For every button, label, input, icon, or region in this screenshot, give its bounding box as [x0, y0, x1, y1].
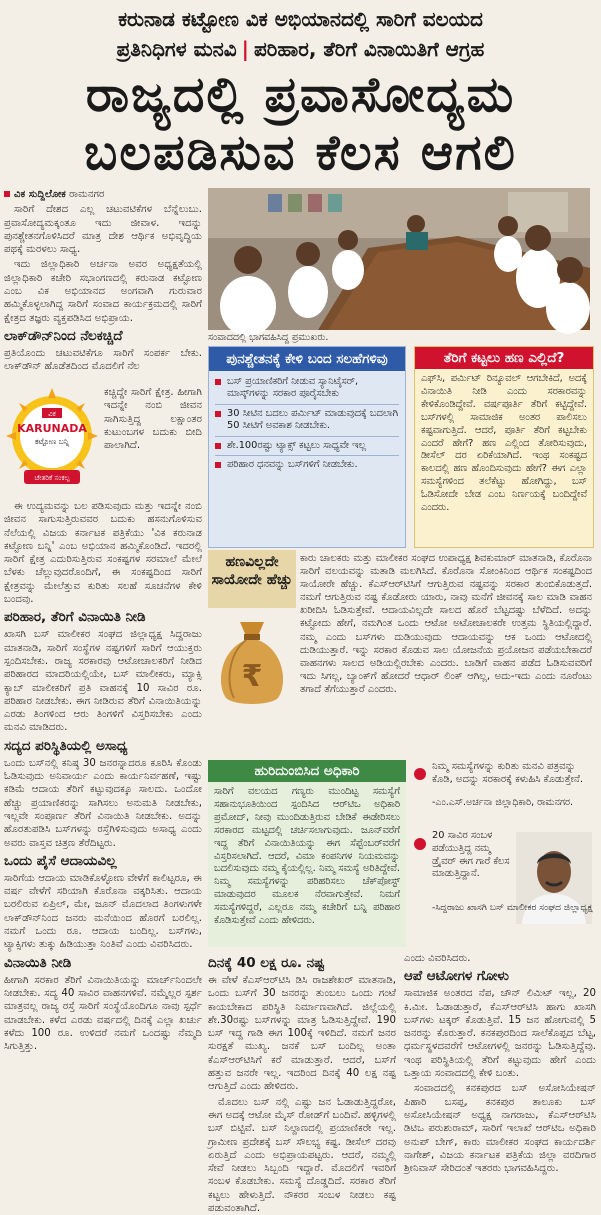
rupee-symbol: ₹: [241, 659, 263, 694]
auto-paragraph-2: ಸಂವಾದದಲ್ಲಿ ಕನಕಪುರದ ಬಸ್ ಅಸೋಸಿಯೇಷನ್ ಪಿಹಾರಿ ಬಸಪ್ಪ, ಕನಕಪುರ ತಾಲೂಕು ಬಸ್ ಅಸೋಸಿಯೇಷನ್ ಅಧ್ಯಕ್ಷ ನಾಗರಾಜು, ಕೆಎಸ್‌ಆರ್‌ಟಿಸಿ ಡಿಟಿಒ ಪರುಶುರಾಮ್, ಸಾರಿಗೆ ಇಲಾಖೆ ಆರ್‌ಟಿಒ ಅಧಿಕಾರಿ ಅನುಪ್ ಬೇಗ್, ಕಾರು ಮಾಲೀಕರ ಸಂಘದ ಕಾರ್ಯದರ್ಶಿ ನಾಗೇಶ್, ವಿಜಯ ಕರ್ನಾಟಕ ಪತ್ರಿಕೆಯ ಜಿಲ್ಲಾ ವರದಿಗಾರ ಶ್ರೀನಿವಾಸ್ ಸೇರಿದಂತೆ ಇತರರು ಭಾಗವಹಿಸಿದ್ದರು.: [404, 1083, 596, 1175]
present-paragraph-1: ಒಂದು ಬಸ್‌ನಲ್ಲಿ ಕನಿಷ್ಠ 30 ಜನರನ್ನಾದರೂ ಕೂರಿಸಿ ಕೊಂಡು ಓಡಿಸುವುದು ಅನಿವಾರ್ಯ ಎಂದು ಕಾರ್ಯನಿರ್ವಹಣೆ, ಇಷ್ಟು ಕಡಿಮೆ ಆದಾಯ ತೆರಿಗೆ ಕಟ್ಟುವುದಕ್ಕೂ ಸಾಲದು. ಒಂದೋ ಹೆಚ್ಚು ಪ್ರಯಾಣಿಕರನ್ನು ಸಾಗಿಸಲು ಅನುಮತಿ ನೀಡಬೇಕು, ಇಲ್ಲವೇ ಸಂಪೂರ್ಣ ತೆರಿಗೆ ವಿನಾಯಿತಿ ನೀಡಬೇಕು. ಅದನ್ನು ಹೊರತುಪಡಿಸಿ ಬಸ್‌ಗಳನ್ನು ರಸ್ತೆಗಿಳಿಸುವುದು ಅಸಾಧ್ಯ ಎಂದು ಅವರು ವಾಸ್ತವ ಚಿತ್ರಣ ತೆರೆದಿಟ್ಟರು.: [4, 757, 202, 849]
loss-paragraph-2: ಮೊದಲು ಬಸ್ ನಲ್ಲಿ ಎಷ್ಟು ಜನ ಓಡಾಡುತ್ತಿದ್ದರೋ, ಈಗ ಅದಕ್ಕೆ ಆಟೋ ಮೈಸ್ ರೋಡ್‌ಗೆ ಬಂದಿವೆ. ಹಳ್ಳಿಗಳಲ್ಲಿ ಬಸ್‌ ಬಿಟ್ಟಿವೆ. ಬಸ್‌ ನಿಲ್ದಾಣದಲ್ಲಿ ಪ್ರಯಾಣಿಕರೇ ಇಲ್ಲ. ಗ್ರಾಮೀಣ ಪ್ರದೇಶಕ್ಕೆ ಬಸ್ ಸೌಲಭ್ಯ ಕಷ್ಟ. ಡೀಸೆಲ್ ದರವು ಏರುತ್ತಿದೆ ಎಂದು ಅಭಿಪ್ರಾಯಪಟ್ಟರು. ಆದರೆ, ನಮ್ಮಲ್ಲಿ ಸೇವೆ ನೀಡಲು ಸಿಬ್ಬಂದಿ ಇದ್ದಾರೆ. ಮೊದಲಿಗೆ ಇವರಿಗೆ ಸಂಬಳ ಕೊಡಬೇಕು. ಸಮಸ್ಯೆ ದೊಡ್ಡದಿದೆ. ಸರಕಾರ ತೆರಿಗೆ ಕಟ್ಟಲು ಹೇಳುತ್ತಿದೆ. ನೌಕರರ ಸಂಬಳ ನೀಡಲು ಕಷ್ಟ ಪಡುವಂತಾಗಿದೆ.: [208, 1096, 396, 1215]
list-item: ಶೇ.100ರಷ್ಟು ಟ್ಯಾಕ್ಸ್ ಕಟ್ಟಲು ಸಾಧ್ಯವೇ ಇಲ್ಲ: [215, 437, 399, 456]
byline: [4, 188, 202, 201]
lockdown-paragraph-1a: ಪ್ರತಿಯೊಂದು ಚಟುವಟಿಕೆಗೂ ಸಾರಿಗೆ ಸಂಪರ್ಕ ಬೇಕು. ಲಾಕ್‌ಡೌನ್ ಹೊಡೆತದಿಂದ ಮೊದಲಿಗೆ ನೆಲ: [4, 347, 202, 373]
left-column-bottom: [4, 500, 202, 1200]
lockdown-heading: ಲಾಕ್‌ಡೌನ್‌ನಿಂದ ನೆಲಕಚ್ಚಿದೆ: [4, 327, 123, 344]
photo-caption: ಸಂವಾದದಲ್ಲಿ ಭಾಗವಹಿಸಿದ್ದ ಪ್ರಮುಖರು.: [208, 332, 329, 343]
exempt-paragraph-1: ಹೀಗಾಗಿ ಸರಕಾರ ತೆರಿಗೆ ವಿನಾಯಿತಿಯನ್ನು ಮಾರ್ಚ್‌ನಿಂದಲೇ ನೀಡಬೇಕು. ಸದ್ಯ 40 ಸಾವಿರ ವಾಹನಗಳಿವೆ. ನಮ್ಮೆಲ್ಲರ ಸ್ಪರ್ಶ ಮಾತ್ರವಲ್ಲ ರಾಜ್ಯ ರಸ್ತೆ ಸಾರಿಗೆ ಸಂಸ್ಥೆಯೊಂದಿಗೂ ನಾವು ಸ್ಪರ್ಧೆ ಮಾಡಬೇಕು. ಕಳೆದ ಎರಡು ವರ್ಷದಲ್ಲಿ ದಿನಕ್ಕೆ ಎಲ್ಲಾ ಖರ್ಚು ಕಳೆದು 100 ರೂ. ಉಳಿದರೆ ನಮಗೆ ಒಂದಷ್ಟು ನೆಮ್ಮದಿ ಸಿಗುತ್ತಿತ್ತು.: [4, 974, 202, 1053]
money-bag-icon: [212, 614, 292, 706]
dc-quote-attribution: -ಎಂ.ಎಸ್.ಅರ್ಚನಾ ಜಿಲ್ಲಾಧಿಕಾರಿ, ರಾಮನಗರ.: [432, 797, 574, 808]
loss-paragraph-1: ಈ ವೇಳೆ ಕೆಎಸ್‌ಆರ್‌ಟಿಸಿ ಡಿಸಿ ರಾಜಶೇಖರ್ ಮಾತನಾಡಿ, ಒಂದು ಬಸ್‌ಗೆ 30 ಜನರನ್ನು ತುಂಬಲು ಒಂದು ಗಂಟೆ ಕಾಯಬೇಕಾದ ಪರಿಸ್ಥಿತಿ ನಿರ್ಮಾಣವಾಗಿದೆ. ಜಿಲ್ಲೆಯಲ್ಲಿ ಶೇ.30ರಷ್ಟು ಬಸ್‌ಗಳನ್ನು ಮಾತ್ರ ಓಡಿಸುತ್ತಿದ್ದೇವೆ. 190 ಬಸ್ ಇದ್ದ ಗಾಡಿ ಈಗ 100ಕ್ಕೆ ಇಳಿದಿದೆ. ನಮಗೆ ಜನರ ಸುರಕ್ಷತೆ ಮುಖ್ಯ. ಜನಕೆ ಬಸ್ ಬಂದಿಲ್ಲ ಅಂತಾ ಕೆಎಸ್‌ಆರ್‌ಟಿಸಿಗೆ ಕರೆ ಮಾಡುತ್ತಾರೆ. ಆದರೆ, ಬಸ್‌ಗೆ ಹತ್ತುವ ಜನರೇ ಇಲ್ಲ. ಇದರಿಂದ ದಿನಕ್ಕೆ 40 ಲಕ್ಷ ನಷ್ಟ ಆಗುತ್ತಿದೆ ಎಂದು ಹೇಳಿದರು.: [208, 975, 396, 1093]
logo-brand-text: KARUNADA: [17, 422, 87, 435]
middle-column-bottom: [208, 952, 396, 1215]
left-column-top: [4, 188, 202, 386]
encouraging-officer-text: ಸಾರಿಗೆ ವಲಯದ ಗಣ್ಯರು ಮುಂದಿಟ್ಟ ಸಮಸ್ಯೆಗೆ ಸಹಾನುಭೂತಿಯಿಂದ ಸ್ಪಂದಿಸಿದ ಆರ್‌ಟಿಒ ಅಧಿಕಾರಿ ಪ್ರಮೋದ್, ನೀವು ಮುಂದಿಡುತ್ತಿರುವ ಬೇಡಿಕೆ ಈಡೇರಿಸಲು ಸರಕಾರದ ಮಟ್ಟದಲ್ಲಿ ಚರ್ಚಿಸಲಾಗುವುದು. ಜೂನ್‌ವರೆಗೆ ಇದ್ದ ತೆರಿಗೆ ವಿನಾಯಿತಿಯನ್ನು ಈಗ ಸೆಪ್ಟೆಂಬರ್‌ವರೆಗೆ ವಿಸ್ತರಿಸಲಾಗಿದೆ. ಆದರೆ, ವಿಮಾ ಕಂಪನಿಗಳ ನಿಯಮವನ್ನು ಬದಲಿಸುವುದು ನಮ್ಮ ಕೈಯಲ್ಲಿಲ್ಲ. ನಿಮ್ಮ ಸಮಸ್ಯೆ ಅರಿತಿದ್ದೇವೆ. ನಿಮ್ಮ ಸಮಸ್ಯೆಗಳನ್ನು ಪರಿಹರಿಸಲು ಚೆಕ್‌ಪೋಸ್ಟ್ ಮಾಡುವುದರ ಮೂಲಕ ನೆರವಾಗುತ್ತೇವೆ. ನಿಮಗೆ ಸಮಸ್ಯೆಗಳಿದ್ದರೆ, ಎಲ್ಲರೂ ನಮ್ಮ ಕಚೇರಿಗೆ ಬನ್ನಿ ಪರಿಹಾರ ಕೊಡಿಸುತ್ತೇವೆ ಎಂದು ಹೇಳಿದರು.: [208, 782, 406, 947]
bus-owner-quote: [414, 830, 594, 950]
list-item: 30 ಸೀಟಿನ ಬದಲು ಪರ್ಮಿಟ್ ಮಾಡುವುದಕ್ಕೆ ಬದಲಾಗಿ 50 ಸೀಟಿಗೆ ಅವಕಾಶ ನೀಡಬೇಕು.: [215, 405, 399, 437]
headline-line-2: ಬಲಪಡಿಸುವ ಕೆಲಸ ಆಗಲಿ: [84, 124, 517, 181]
kicker-line-2a: ಪ್ರತಿನಿಧಿಗಳ ಮನವಿ: [116, 37, 237, 61]
meeting-photo: [208, 188, 590, 330]
auto-heading: ಆಪೆ ಆಟೋಗಳ ಗೋಳು: [404, 968, 509, 985]
quote-bullet-icon: [414, 838, 426, 850]
lockdown-paragraph-1b: ಕಚ್ಚಿದ್ದೇ ಸಾರಿಗೆ ಕ್ಷೇತ್ರ. ಹೀಗಾಗಿ ಇದನ್ನೇ ನಂಬಿ ಜೀವನ ಸಾಗಿಸುತ್ತಿದ್ದ ಲಕ್ಷಾಂತರ ಕುಟುಂಬಗಳ ಬದುಕು ಬೀದಿ ಪಾಲಾಗಿದೆ.: [104, 387, 202, 452]
tax-money-box-title: ತೆರಿಗೆ ಕಟ್ಟಲು ಹಣ ಎಲ್ಲಿದೆ?: [415, 347, 593, 369]
kicker-line-2b: ಪರಿಹಾರ, ತೆರಿಗೆ ವಿನಾಯಿತಿಗೆ ಆಗ್ರಹ: [253, 37, 485, 61]
left-column-beside-logo: [104, 386, 202, 498]
encouraging-officer-title: ಹುರಿದುಂಬಿಸಿದ ಅಧಿಕಾರಿ: [208, 760, 406, 782]
noincome-heading: ಒಂದು ಪೈಸೆ ಆದಾಯವಿಲ್ಲ: [4, 852, 117, 869]
dc-quote-text: ನಿಮ್ಮ ಸಮಸ್ಯೆಗಳನ್ನು ಕುರಿತು ಮನವಿ ಪತ್ರವನ್ನು ಕೊಡಿ, ಅದನ್ನು ಸರಕಾರಕ್ಕೆ ಕಳುಹಿಸಿ ಕೊಡುತ್ತೇನೆ.: [432, 761, 584, 785]
bus-owner-quote-attribution: -ಸಿದ್ದರಾಜು ಖಾಸಗಿ ಬಸ್ ಮಾಲೀಕರ ಸಂಘದ ಜಿಲ್ಲಾಧ್ಯಕ್ಷ: [432, 902, 593, 913]
suggestions-box-title: ಪುನಶ್ಚೇತನಕ್ಕೆ ಕೇಳಿ ಬಂದ ಸಲಹೆಗಳಿವು: [209, 347, 405, 371]
loss-heading: ದಿನಕ್ಕೆ 40 ಲಕ್ಷ ರೂ. ನಷ್ಟ: [208, 955, 325, 971]
list-item: ಪರಿಹಾರ ಧನವನ್ನು ಬಸ್‌ಗಳಿಗೆ ನೀಡಬೇಕು.: [215, 456, 399, 474]
headline-line-1: ರಾಜ್ಯದಲ್ಲಿ ಪ್ರವಾಸೋದ್ಯಮ: [85, 66, 516, 123]
lockdown-paragraph-2: ಈ ಉದ್ಯಮವನ್ನು ಬಲ ಪಡಿಸುವುದು ಮತ್ತು ಇದನ್ನೇ ನಂಬಿ ಜೀವನ ಸಾಗುಸುತ್ತಿರುವವರ ಬದುಕು ಹಸನುಗೊಳಿಸುವ ನೆಲೆಯಲ್ಲಿ ವಿಜಯ ಕರ್ನಾಟಕ ಪತ್ರಿಕೆಯು 'ವಿಕ ಕರುನಾಡ ಕಟ್ಟೋಣ ಬನ್ನಿ' ಎಂಬ ಅಭಿಯಾನ ಹಮ್ಮಿಕೊಂಡಿದೆ. ಇದರಲ್ಲಿ ಸಾರಿಗೆ ಕ್ಷೇತ್ರ ಎದುರಿಸುತ್ತಿರುವ ಸಂಕಷ್ಟಗಳ ಸರಮಾಲೆ ಮೇಲೆ ಬೆಳಕು ಚೆಲ್ಲುವುದರೊಂದಿಗೆ, ಈ ಸಂಕಷ್ಟದಿಂದ ಸಾರಿಗೆ ಕ್ಷೇತ್ರವನ್ನು ಮೇಲೆತ್ತುವ ಕುರಿತು ಸಲಹೆ ಸೂಚನೆಗಳ ಕೇಳಿ ಬಂದವು.: [4, 501, 202, 606]
kicker-line-1: ಕರುನಾಡ ಕಟ್ಟೋಣ ವಿಕ ಅಭಿಯಾನದಲ್ಲಿ ಸಾರಿಗೆ ವಲಯದ: [118, 7, 483, 31]
logo-bottom-text: ಚೇತರಿಕೆ ಸಂಕಲ್ಪ: [34, 474, 70, 482]
byline-place: ರಾಮನಗರ: [69, 189, 105, 200]
noincome-paragraph-1: ಸಾರಿಗೆಯ ಆದಾಯ ಮಾಡಿಕೊಳ್ಳೋಣ ವೇಳೆಗೆ ಕಾಲಿಟ್ಟರೂ, ಈ ವರ್ಷ ವೇಳೆಗೆ ಸರಿಯಾಗಿ ಕೊರೊನಾ ವಕ್ಕರಿಸಿತು. ಆದಾಯ ಬರಲಿರುವ ಏಪ್ರಿಲ್, ಮೇ, ಜೂನ್ ಮೊದಲಾದ ತಿಂಗಳುಗಳೇ ಲಾಕ್‌ಡೌನ್‌ನಿಂದ ಜನರು ಮನೆಯಿಂದ ಹೊರಗೆ ಬರಲಿಲ್ಲ. ನಮಗೆ ಒಂದು ರೂ. ಆದಾಯ ಬಂದಿಲ್ಲ. ಬಸ್‌ಗಳು, ಟ್ಯಾಕ್ಸಿಗಳು ತುಕ್ಕು ಹಿಡಿಯುತ್ತಾ ನಿಂತಿವೆ ಎಂದು ವಿವರಿಸಿದರು.: [4, 872, 202, 951]
quote-bullet-icon: [414, 768, 426, 780]
list-item: ಬಸ್ ಪ್ರಯಾಣಿಕರಿಗೆ ನೀಡುವ ಸ್ಯಾನಿಟೈಸರ್, ಮಾಸ್ಕ್‌ಗಳನ್ನು ಸರಕಾರ ಪೂರೈಸಬೇಕು: [215, 373, 399, 405]
byline-source: ವಿಕ ಸುದ್ದಿಲೋಕ: [14, 189, 66, 200]
dc-quote: [414, 760, 594, 822]
exempt-heading: ವಿನಾಯಿತಿ ನೀಡಿ: [4, 954, 72, 971]
suggestions-list: [209, 371, 405, 474]
headline: [0, 66, 601, 186]
kicker-separator: |: [241, 37, 249, 61]
auto-lead-text: ಎಂದು ವಿವರಿಸಿದರು.: [404, 953, 471, 964]
logo-tagline-text: ಕಟ್ಟೋಣ ಬನ್ನಿ: [34, 437, 70, 446]
present-heading: ಸದ್ಯದ ಪರಿಸ್ಥಿತಿಯಲ್ಲಿ ಅಸಾಧ್ಯ: [4, 737, 128, 754]
intro-paragraph-2: ಇದು ಜಿಲ್ಲಾಧಿಕಾರಿ ಅರ್ಚನಾ ಅವರ ಅಧ್ಯಕ್ಷತೆಯಲ್ಲಿ ಜಿಲ್ಲಾಧಿಕಾರಿ ಕಚೇರಿ ಸಭಾಂಗಣದಲ್ಲಿ ಕರುನಾಡ ಕಟ್ಟೋಣ ಎಂಬ ವಿಕ ಅಭಿಯಾನದ ಅಂಗವಾಗಿ ಗುರುವಾರ ಹಮ್ಮಿಕೊಳ್ಳಲಾಗಿದ್ದ ಸಾರಿಗೆ ಸಂವಾದ ಕಾರ್ಯಕ್ರಮದಲ್ಲಿ ಸಾರಿಗೆ ಕ್ಷೇತ್ರದ ತಜ್ಞರು ವ್ಯಕ್ತಪಡಿಸಿದ ಅಭಿಪ್ರಾಯ.: [4, 259, 202, 324]
tax-money-box: [414, 346, 594, 548]
intro-paragraph-1: ಸಾರಿಗೆ ದೇಶದ ಎಲ್ಲ ಚಟುವಟಿಕೆಗಳ ಬೆನ್ನೆಲುಬು. ಪ್ರವಾಸೋದ್ಯಮಕ್ಕಂತೂ ಇದು ಜೀವಾಳ. ಇದನ್ನು ಪುನಶ್ಚೇತನಗೊಳಿಸಿದರೆ ಮಾತ್ರ ದೇಶ ಆರ್ಥಿಕ ಅಭಿವೃದ್ಧಿಯ ಪಥಕ್ಕೆ ಮರಳಲು ಸಾಧ್ಯ.: [4, 204, 202, 256]
right-column-bottom: [404, 952, 596, 1200]
tax-money-box-text: ಎಫ್‌ಸಿ, ಪರ್ಮಿಟ್ ರಿನ್ಯೂವಲ್ ಆಗಬೇಕಿದೆ, ಅದಕ್ಕೆ ವಿನಾಯಿತಿ ನೀಡಿ ಎಂದು ಸರಕಾರವನ್ನು ಕೇಳಿಕೊಂಡಿದ್ದೇವೆ. ವರ್ಷಪೂರ್ತಿ ತೆರಿಗೆ ಕಟ್ಟಿದ್ದೇವೆ. ಬಸ್‌ಗಳಲ್ಲಿ ಸಾಮಾಜಿಕ ಅಂತರ ಪಾಲಿಸಲು ಕಷ್ಟವಾಗುತ್ತಿದೆ. ಆದರೆ, ಪೂರ್ತಿ ತೆರಿಗೆ ಕಟ್ಟಬೇಕು ಎಂದರೆ ಹೇಗೆ? ಹಣ ಎಲ್ಲಿಂದ ತೋರಿಸುವುದು, ಡೀಸೆಲ್ ದರ ಏರಿಕೆಯಾಗಿದೆ. ಇಂಥ ಸಂಕಷ್ಟದ ಕಾಲದಲ್ಲಿ ಹಣ ಹೊಂದಿಸುವುದು ಹೇಗೆ? ಈಗ ಎಲ್ಲಾ ಸಮಸ್ಯೆಗಳಿಂದ ತಲೆಕೆಟ್ಟು ಹೋಗಿದ್ದು, ಬಸ್ ಓಡಿಸೋದೇ ಬೇಡ ಎಂಬ ನಿರ್ಣಯಕ್ಕೆ ಬಂದಿದ್ದೇವೆ ಎಂದರು.: [421, 373, 587, 514]
kicker-line-2: [0, 34, 601, 64]
logo-top-text: ವಿಕ: [48, 410, 56, 418]
relief-paragraph-1: ಖಾಸಗಿ ಬಸ್ ಮಾಲೀಕರ ಸಂಘದ ಜಿಲ್ಲಾಧ್ಯಕ್ಷ ಸಿದ್ದರಾಜು ಮಾತನಾಡಿ, ಸಾರಿಗೆ ಸಂಸ್ಥೆಗಳ ನಷ್ಟಗಳಿಗೆ ಸಾರಿಗೆ ಆಯುಕ್ತರು ಸ್ಪಂದಿಸಬೇಕು. ರಾಜ್ಯ ಸರಕಾರವು ಆಟೋಚಾಲಕರಿಗೆ ನೀಡಿದ ಪರಿಹಾರದ ಮಾದರಿಯಲ್ಲಿಯೇ, ಬಸ್ ಮಾಲೀಕರು, ಮ್ಯಾಕ್ಸಿ ಕ್ಯಾಬ್ ಮಾಲೀಕರಿಗೆ ಪ್ರತಿ ವಾಹನಕ್ಕೆ 10 ಸಾವಿರ ರೂ. ಪರಿಹಾರ ನೀಡಬೇಕು. ಈಗ ನೀಡಿರುವ ತೆರಿಗೆ ವಿನಾಯಿತಿಯನ್ನು ಎರಡು ತಿಂಗಳಿಂದ ಆರು ತಿಂಗಳಿಗೆ ವಿಸ್ತರಿಸಬೇಕು ಎಂದು ಮನವಿ ಮಾಡಿದರು.: [4, 629, 202, 734]
relief-heading: ಪರಿಹಾರ, ತೆರಿಗೆ ವಿನಾಯಿತಿ ನೀಡಿ: [4, 609, 146, 626]
kicker: [0, 0, 601, 66]
byline-bullet-icon: [4, 191, 10, 197]
no-money-box-text: ಕಾರು ಚಾಲಕರು ಮತ್ತು ಮಾಲೀಕರ ಸಂಘದ ಉಪಾಧ್ಯಕ್ಷ ಶಿವಕುಮಾರ್ ಮಾತನಾಡಿ, ಕೊರೊನಾ ಸಾರಿಗೆ ವಲಯವನ್ನು ಮತಾಡಿ ಮಲಗಿಸಿದೆ. ಕೊರೊನಾ ಸೋಂಕಿನಿಂದ ಆರ್ಥಿಕ ಸಂಕಷ್ಟದಿಂದ ಸಾಯೋರೇ ಹೆಚ್ಚು. ಕೆಎಸ್‌ಆರ್‌ಟಿಸಿಗೆ ಆಗುತ್ತಿರುವ ನಷ್ಟವನ್ನು ಸರಕಾರ ತುಂಬಿಕೊಡುತ್ತದೆ. ನಮಗೆ ಆಗುತ್ತಿರುವ ನಷ್ಟ ಕೊಡೋರು ಯಾರು, ನಾವು ಮನೆಗೆ ಜೀವನಕ್ಕೆ ಸಾಲ ಮಾಡಿ ವಾಹನ ಖರೀದಿಸಿ ಓಡಿಸುತ್ತೇವೆ. ಆದಾಯವಿಲ್ಲದೇ ಸಾಲದ ಹೊರೆ ಬೆಟ್ಟದಷ್ಟು ಬೆಳೆದಿದೆ. ಅದನ್ನು ಕಟ್ಟೋದು ಹೇಗೆ, ನಮಗಿಂತ ಒಂದು ಆಟೋ ಅಟೋಚಾಲಕರೇ ಉತ್ತಮ ಸ್ಥಿತಿಯಲ್ಲಿದ್ದಾರೆ. ನಮ್ಮ ಎಂದು ಬಸ್‌ಗಳು ದುಡಿಯುವುದು ಆದಾಯವನ್ನು ಆಕ ಒಂದು ಆಟೋದಲ್ಲಿ ದುಡಿಯುತ್ತಾರೆ. ಇನ್ನು ಸರಕಾರ ಕೊಡುವ ಸಾಲ ಯೋಜನೆಯ ಪ್ರಯೋಜನ ಪಡೆಯಬೇಕಾದರೆ ವಾಹನಗಳು ಸಾಲದ ಅಡಿಯಲ್ಲಿರಬೇಕು ಎಂದರು. ಬಾಡಿಗೆ ವಾಹನ ಪಡೆದ ಓಡಿಸುವವರಿಗೆ ಇದು ಸಿಗಲ್ಲ, ಬ್ಯಾಂಕ್‌ಗೆ ಹೋದರೆ ಆಧಾರ್ ಲಿಂಕ್ ಆಗಿಲ್ಲ, ಅದು-ಇದು ಎಂದು ನೂರೆಂಟು ತಗಾದೆ ತೆಗೆಯುತ್ತಾರೆ ಎಂದರು.: [300, 553, 592, 695]
no-money-box: [208, 550, 594, 758]
no-money-box-title: ಹಣವಿಲ್ಲದೇ ಸಾಯೋದೇ ಹೆಚ್ಚು: [208, 550, 296, 608]
bus-owner-quote-text: 20 ಸಾವಿರ ಸಂಬಳ ಪಡೆಯುತ್ತಿದ್ದ ನಮ್ಮ ಡ್ರೈವರ್ ಈಗ ಗಾರೆ ಕೆಲಸ ಮಾಡುತ್ತಿದ್ದಾನೆ.: [432, 830, 510, 880]
karunada-logo: [4, 386, 100, 490]
auto-paragraph-1: ಸಾಮಾಜಿಕ ಅಂತರದ ನೆಪ, ಚೌನ್ ಲಿಮಿಟ್ ಇಲ್ಲ, 20 ಕಿ.ಮೀ. ಓಡಾಡುತ್ತಾರೆ, ಕೆಎಸ್‌ಆರ್‌ಟಿಸಿ ಹಾಗು ಖಾಸಗಿ ಬಸ್‌ಗಳು ಟಕ್ಕರ್ ಕೊಡುತ್ತಿವೆ. 15 ಜನ ಹೋಗುವಲ್ಲಿ 5 ಜನರನ್ನು ಕೊರುತ್ತಾರೆ. ಕನಕಪುರದಿಂದ ಸಾಲೆಕೊಪ್ಪದ ಬೆಟ್ಟ, ಧರ್ಮಸ್ಥಳದವರೆಗೆ ಆಟೋಗಳಲ್ಲಿ ಜನರನ್ನು ಓಡಿಸುತ್ತಿದ್ದೆವು. ಇಂಥ ಪರಿಸ್ಥಿತಿಯಲ್ಲಿ ತೆರಿಗೆ ಕಟ್ಟುವುದು ಹೇಗೆ ಎಂದು ಒತ್ತಾಯ ಸಂವಾದದಲ್ಲಿ ಕೇಳಿ ಬಂತು.: [404, 988, 596, 1080]
suggestions-box: [208, 346, 406, 548]
